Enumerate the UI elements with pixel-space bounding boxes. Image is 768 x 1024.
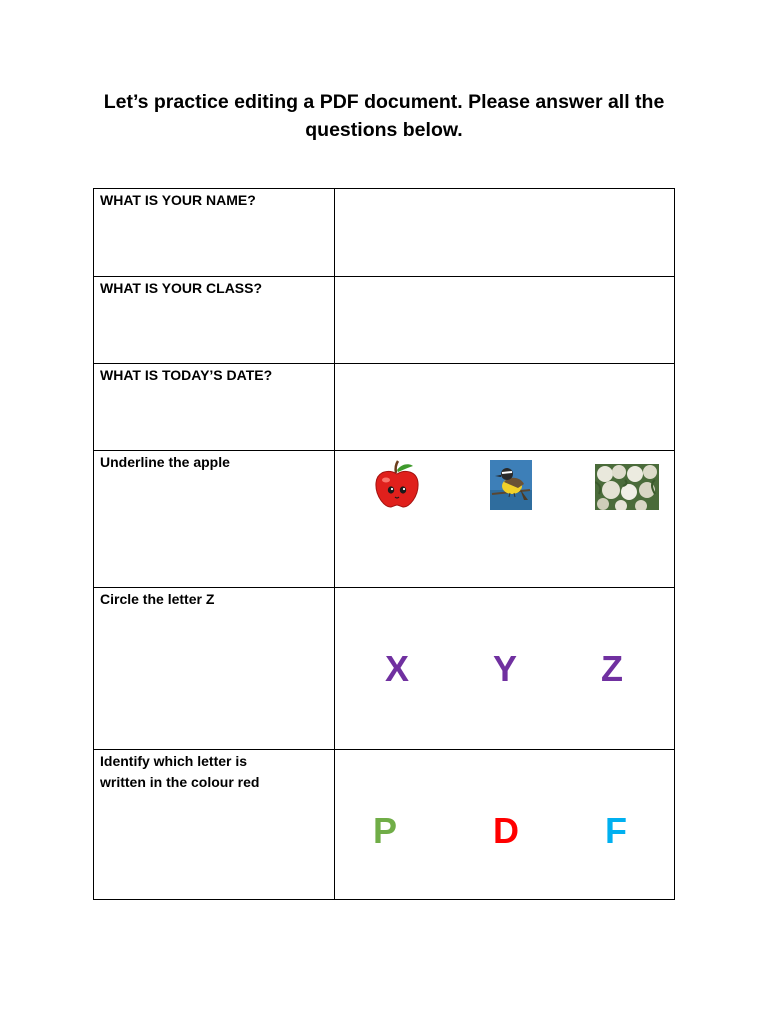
letter-p[interactable]: P <box>372 810 397 851</box>
question-name: WHAT IS YOUR NAME? <box>94 189 335 277</box>
answer-name-field[interactable] <box>335 189 675 277</box>
answer-date-field[interactable] <box>335 364 675 451</box>
question-apple: Underline the apple <box>94 451 335 588</box>
answer-letters-xyz <box>335 588 675 750</box>
table-row <box>94 364 675 451</box>
table-row <box>94 588 675 750</box>
bird-icon[interactable] <box>490 460 532 510</box>
letter-f[interactable]: F <box>605 810 627 851</box>
table-row <box>94 277 675 364</box>
answer-letters-pdf <box>335 750 675 900</box>
question-class: WHAT IS YOUR CLASS? <box>94 277 335 364</box>
table-row <box>94 750 675 900</box>
answer-class-field[interactable] <box>335 277 675 364</box>
question-red-letter-line-1: Identify which letter is <box>100 753 248 769</box>
question-date: WHAT IS TODAY’S DATE? <box>94 364 335 451</box>
question-red-letter-line-2: written in the colour red <box>100 774 260 790</box>
letter-d[interactable]: D <box>493 810 519 851</box>
table-row <box>94 451 675 588</box>
letter-y[interactable]: Y <box>492 648 517 689</box>
letter-x[interactable]: X <box>384 648 409 689</box>
page-title <box>84 88 684 144</box>
answer-apple-cell <box>335 451 675 588</box>
title-line-1: Let’s practice editing a PDF document. Please answer all the <box>103 91 665 113</box>
table-row <box>94 189 675 277</box>
question-letter-z: Circle the letter Z <box>94 588 335 750</box>
title-line-2: questions below. <box>305 119 463 141</box>
question-red-letter <box>94 750 335 900</box>
apple-icon[interactable] <box>373 460 421 510</box>
cauliflower-icon[interactable] <box>595 464 659 510</box>
letter-z[interactable]: Z <box>601 648 623 689</box>
worksheet-table <box>93 188 675 900</box>
